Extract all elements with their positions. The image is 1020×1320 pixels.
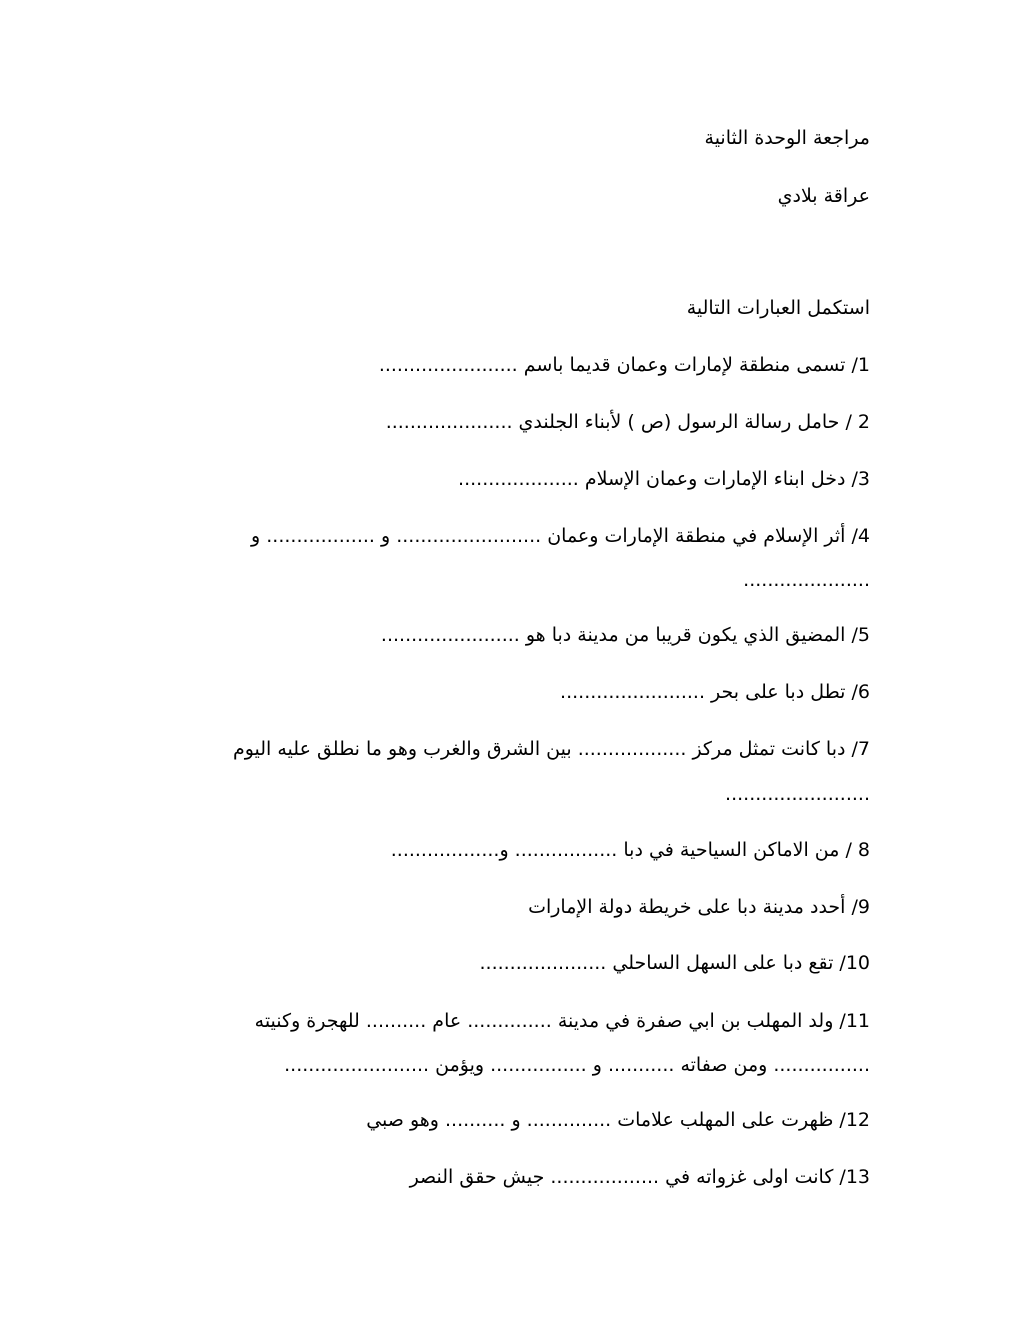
question-7-continuation: ........................ [725,783,870,805]
review-title: مراجعة الوحدة الثانية [704,127,870,149]
question-3: 3/ دخل ابناء الإمارات وعمان الإسلام .................... [458,468,870,490]
question-2: 2 / حامل رسالة الرسول (ص ) لأبناء الجلندي ..................... [385,411,870,433]
unit-subtitle: عراقة بلادي [777,185,870,207]
question-6: 6/ تطل دبا على بحر ........................ [560,681,870,703]
question-5: 5/ المضيق الذي يكون قريبا من مدينة دبا هو ....................... [380,624,870,646]
question-12: 12/ ظهرت على المهلب علامات .............. و .......... وهو صبي [366,1109,870,1131]
question-11: 11/ ولد المهلب بن ابي صفرة في مدينة .............. عام .......... للهجرة وكنيته [254,1010,870,1032]
question-8: 8 / من الاماكن السياحية في دبا ................. و.................. [390,839,870,861]
question-4: 4/ أثر الإسلام في منطقة الإمارات وعمان ........................ و .................. و [251,525,870,547]
question-1: 1/ تسمى منطقة لإمارات وعمان قديما باسم ....................... [378,354,870,376]
question-9: 9/ أحدد مدينة دبا على خريطة دولة الإمارات [528,896,870,918]
question-4-continuation: ..................... [743,569,870,591]
question-13: 13/ كانت اولى غزواته في .................. جيش حقق النصر [409,1166,870,1188]
question-10: 10/ تقع دبا على السهل الساحلي ..................... [479,952,870,974]
question-11-continuation: ................ ومن صفاته ........... و ................ ويؤمن ........................ [284,1054,870,1076]
question-7: 7/ دبا كانت تمثل مركز .................. بين الشرق والغرب وهو ما نطلق عليه اليوم [232,738,870,760]
instructions-text: استكمل العبارات التالية [686,297,870,319]
